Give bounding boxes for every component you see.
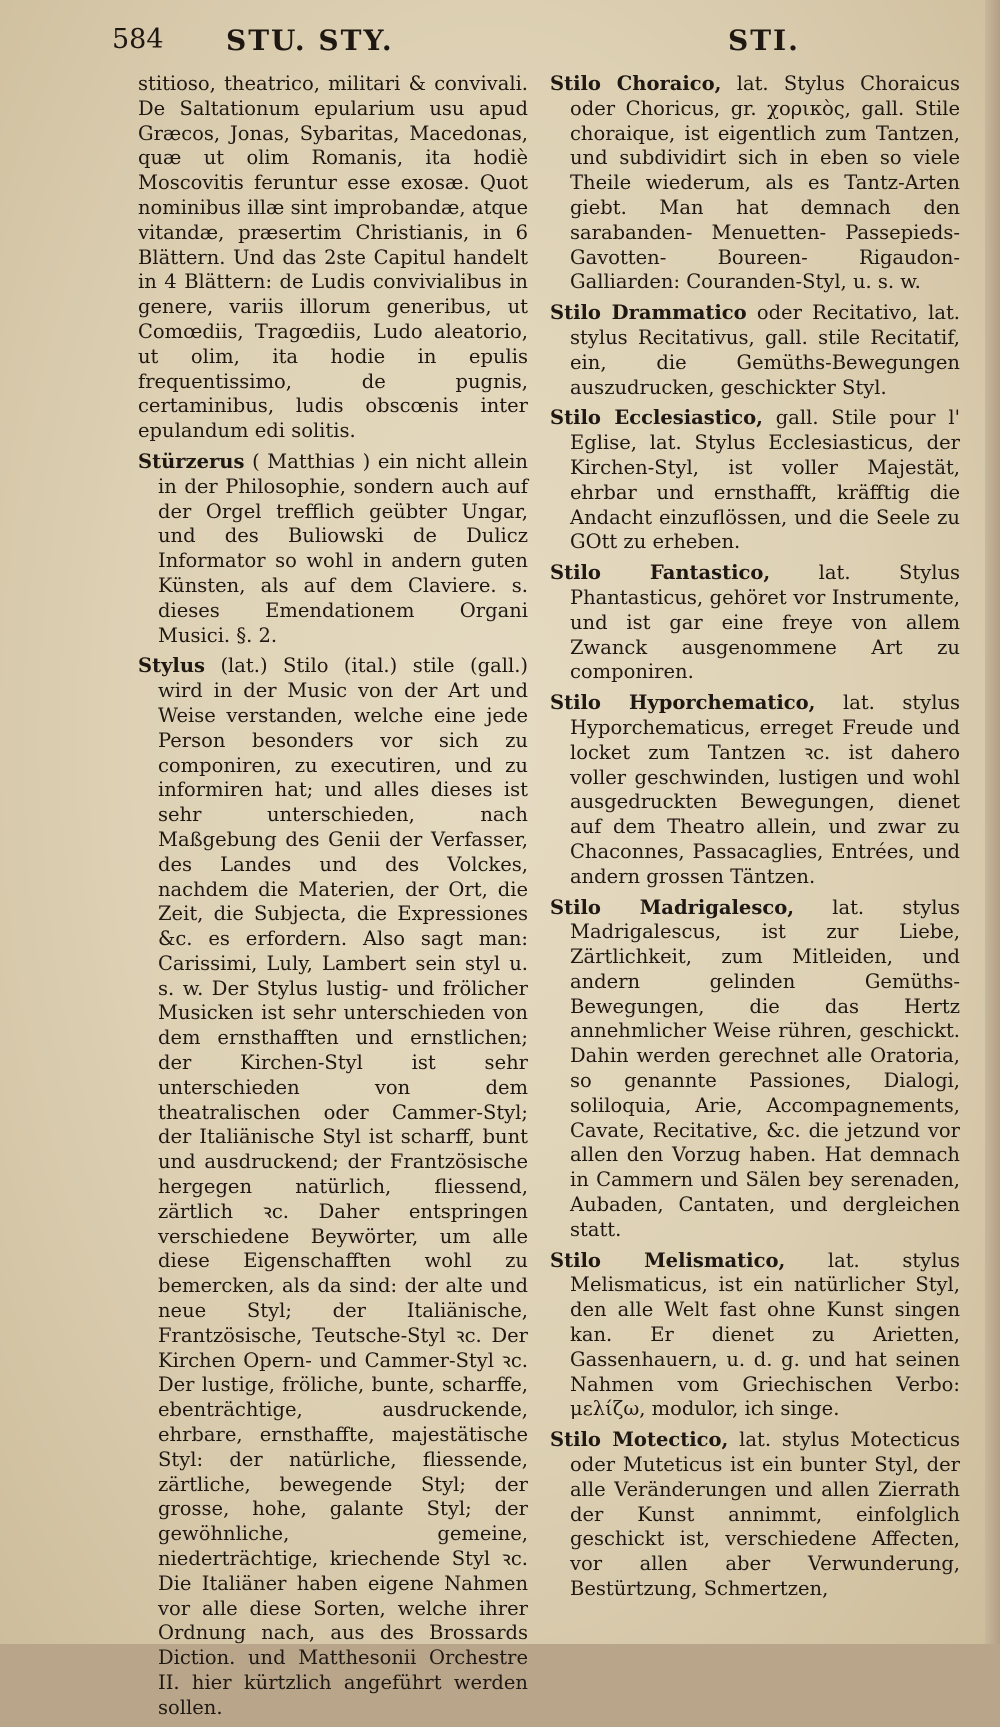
entry-stilo-ecclesiastico <box>550 406 960 555</box>
entry-stilo-choraico <box>550 72 960 295</box>
right-column <box>550 72 960 1608</box>
entry-text: lat. stylus Motecticus oder Muteticus ist ein bunter Styl, der alle Veränderungen und allen Zierrath der Kunst annimmt, einfolglich geschickt ist, verschiedene Affecten, vor allen aber Verwunderung, Bestürtzung, Schmertzen, <box>570 1428 960 1601</box>
entry-stilo-motectico <box>550 1428 960 1602</box>
entry-sturzerus <box>138 450 528 648</box>
entry-stilo-fantastico <box>550 561 960 685</box>
page-number: 584 <box>112 24 164 55</box>
entry-text: lat. stylus Hyporchematicus, erreget Freude und locket zum Tantzen ꝛc. ist dahero voller geschwinden, lustigen und wohl ausgedruckten Bewegungen, dienet auf dem Theatro allein, und zwar zu Chaconnes, Passacaglies, Entrées, und andern grossen Täntzen. <box>570 691 960 888</box>
entry-text: gall. Stile pour l' Eglise, lat. Stylus Ecclesiasticus, der Kirchen-Styl, ist voller Majestät, ehrbar und ernsthafft, kräfftig die Andacht einzuflössen, und die Seele zu GOtt zu erheben. <box>570 406 960 554</box>
right-running-head: STI. <box>728 24 800 57</box>
page-header <box>112 18 955 58</box>
entry-text: oder Recitativo, lat. stylus Recitativus, gall. stile Recitatif, ein, die Gemüths-Bewegungen auszudrucken, geschickter Styl. <box>570 301 960 399</box>
entry-stilo-drammatico <box>550 301 960 400</box>
continued-paragraph: stitioso, theatrico, militari & convivali. De Saltationum epularium usu apud Græcos, Jonas, Sybaritas, Macedonas, quæ ut olim Romanis, ita hodiè Moscovitis feruntur esse exosæ. Quot nominibus illæ sint improbandæ, atque vitandæ, præsertim Christianis, in 6 Blättern. Und das 2ste Capitul handelt in 4 Blättern: de Ludis convivialibus in genere, variis illorum generibus, ut Comœdiis, Tragœdiis, Ludo aleatorio, ut olim, ita hodie in epulis frequentissimo, de pugnis, certaminibus, ludis obscœnis inter epulandum edi solitis. <box>138 72 528 443</box>
entry-text: lat. Stylus Phantasticus, gehöret vor Instrumente, und ist gar eine freye von allem Zwanck ausgenommene Art zu componiren. <box>570 561 961 684</box>
entry-headword: Stürzerus <box>138 449 245 473</box>
entry-stilo-melismatico <box>550 1249 960 1423</box>
entry-headword: Stilo Drammatico <box>550 301 747 325</box>
entry-text: lat. Stylus Choraicus oder Choricus, gr. χορικὸς, gall. Stile choraique, ist eigentlich zum Tantzen, und subdividirt sich in eben so viele Theile wiederum, als es Tantz-Arten giebt. Man hat demnach den sarabanden- Menuetten- Passepieds- Gavotten- Boureen- Rigaudon- Galliarden: Couranden-Styl, u. s. w. <box>570 72 961 294</box>
entry-text: lat. stylus Madrigalescus, ist zur Liebe, Zärtlichkeit, zum Mitleiden, und andern gelinden Gemüths-Bewegungen, die das Hertz annehmlicher Weise rühren, geschickt. Dahin werden gerechnet alle Oratoria, so genannte Passiones, Dialogi, soliloquia, Arie, Accompagnements, Cavate, Recitative, &c. die jetzund vor allen den Vorzug haben. Hat demnach in Cammern und Sälen bey serenaden, Aubaden, Cantaten, und dergleichen statt. <box>570 895 961 1241</box>
entry-stilo-madrigalesco <box>550 896 960 1243</box>
entry-headword: Stilo Madrigalesco, <box>550 895 794 919</box>
entry-headword: Stylus <box>138 654 205 678</box>
entry-headword: Stilo Melismatico, <box>550 1248 786 1272</box>
entry-stylus <box>138 654 528 1720</box>
entry-text: ( Matthias ) ein nicht allein in der Philosophie, sondern auch auf der Orgel trefflich geübter Ungar, und des Buliowski de Dulicz Informator so wohl in andern guten Künsten, als auf dem Claviere. s. dieses Emendationem Organi Musici. §. 2. <box>158 449 528 647</box>
page-edge <box>985 0 1000 1644</box>
entry-text: lat. stylus Melismaticus, ist ein natürlicher Styl, den alle Welt fast ohne Kunst singen kan. Er dienet zu Arietten, Gassenhauern, u. d. g. und hat seinen Nahmen vom Griechischen Verbo: μελίζω, modulor, ich singe. <box>570 1248 960 1421</box>
entry-headword: Stilo Hyporchematico, <box>550 691 816 715</box>
entry-headword: Stilo Fantastico, <box>550 561 771 585</box>
entry-stilo-hyporchematico <box>550 691 960 889</box>
left-column <box>138 72 528 1727</box>
entry-text: (lat.) Stilo (ital.) stile (gall.) wird in der Music von der Art und Weise verstanden, welche eine jede Person besonders vor sich zu componiren, zu executiren, und zu informiren hat; und alles dieses ist sehr unterschieden, nach Maßgebung des Genii der Verfasser, des Landes und des Volckes, nachdem die Materien, der Ort, die Zeit, die Subjecta, die Expressiones &c. es erfordern. Also sagt man: Carissimi, Luly, Lambert sein styl u. s. w. Der Stylus lustig- und frölicher Musicken ist sehr unterschieden von dem ernsthafften und ernstlichen; der Kirchen-Styl ist sehr unterschieden von dem theatralischen oder Cammer-Styl; der Italiänische Styl ist scharff, bunt und ausdruckend; der Frantzösische hergegen natürlich, fliessend, zärtlich ꝛc. Daher entspringen verschiedene Beywörter, um alle diese Eigenschafften wohl zu bemercken, als da sind: der alte und neue Styl; der Italiänische, Frantzösische, Teutsche-Styl ꝛc. Der Kirchen Opern- und Cammer-Styl ꝛc. Der lustige, fröliche, bunte, scharffe, ebenträchtige, ausdruckende, ehrbare, ernsthaffte, majestätische Styl: der natürliche, fliessende, zärtliche, bewegende Styl; der grosse, hohe, galante Styl; der gewöhnliche, gemeine, niederträchtige, kriechende Styl ꝛc. Die Italiäner haben eigene Nahmen vor alle diese Sorten, welche ihrer Ordnung nach, aus des Brossards Diction. und Matthesonii Orchestre II. hier kürtzlich angeführt werden sollen. <box>158 654 529 1719</box>
entry-headword: Stilo Ecclesiastico, <box>550 406 763 430</box>
entry-headword: Stilo Motectico, <box>550 1428 729 1452</box>
entry-headword: Stilo Choraico, <box>550 72 722 95</box>
left-running-head: STU. STY. <box>226 24 394 57</box>
